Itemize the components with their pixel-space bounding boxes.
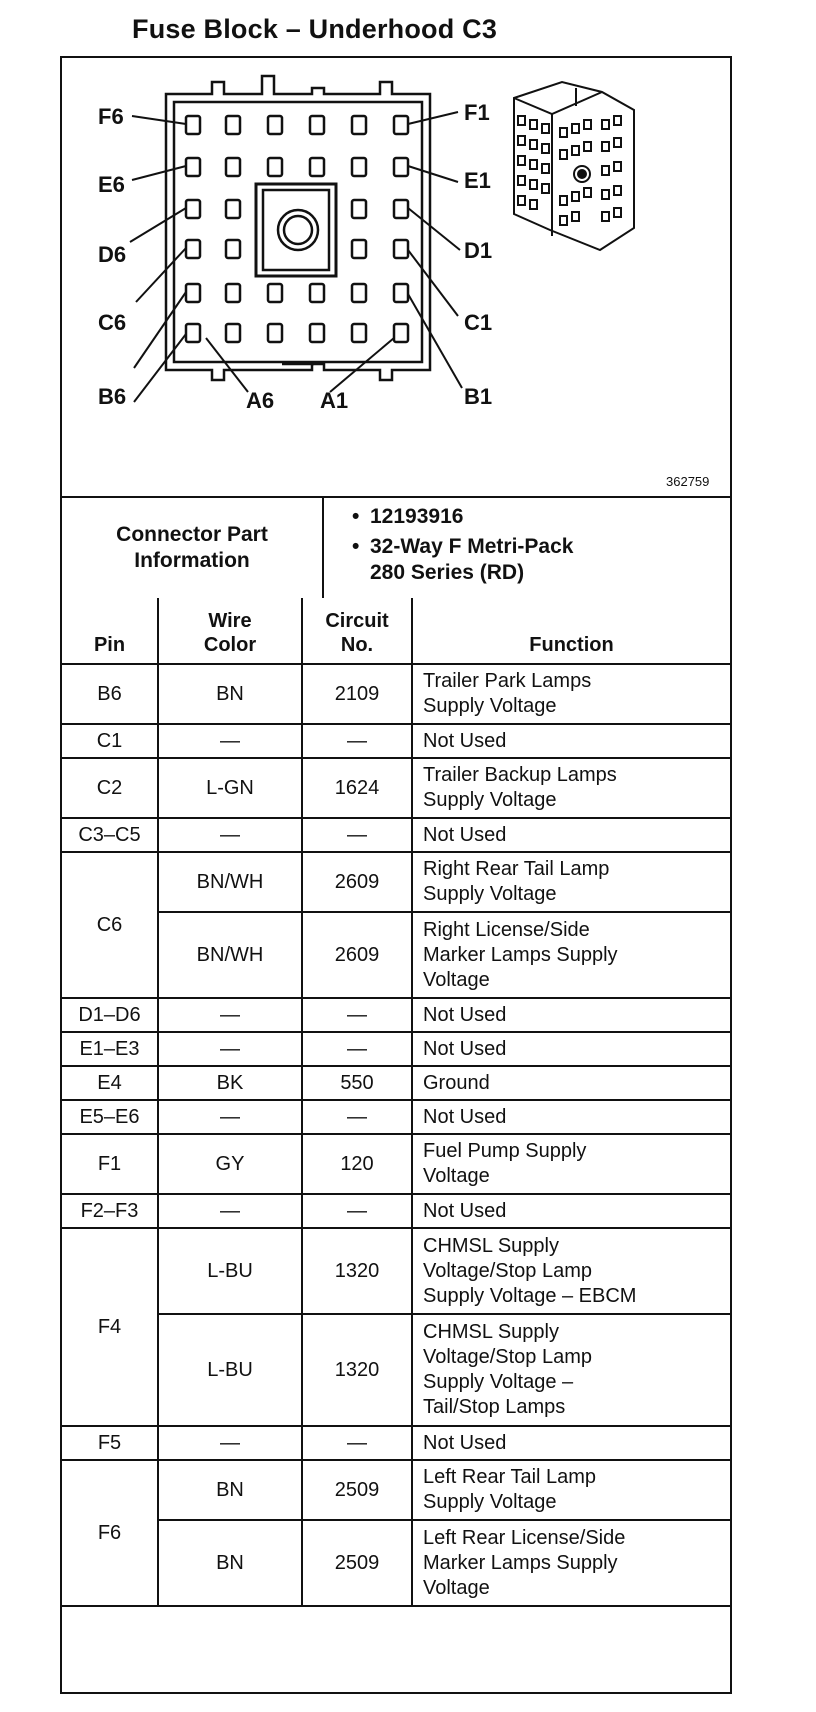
cell-circuit-no: —: [302, 818, 412, 852]
cell-pin: F5: [62, 1426, 158, 1460]
cell-circuit-no: 1320: [302, 1314, 412, 1426]
cell-circuit-no: 1624: [302, 758, 412, 818]
cell-wire-color: BN/WH: [158, 912, 302, 998]
header-circuit-no: Circuit No.: [302, 598, 412, 664]
cell-circuit-no: 2509: [302, 1460, 412, 1520]
table-row: [62, 1426, 730, 1460]
cell-wire-color: L-BU: [158, 1314, 302, 1426]
cell-wire-color: L-BU: [158, 1228, 302, 1314]
cell-pin: E1–E3: [62, 1032, 158, 1066]
cell-wire-color: BN: [158, 1520, 302, 1606]
cell-circuit-no: —: [302, 1100, 412, 1134]
cell-pin: C2: [62, 758, 158, 818]
cell-function: Not Used: [412, 1194, 730, 1228]
cell-circuit-no: 2609: [302, 852, 412, 912]
connector-part-info: [62, 498, 730, 598]
label-b6: B6: [98, 384, 127, 409]
header-pin: Pin: [62, 598, 158, 664]
table-row: [62, 1032, 730, 1066]
cell-circuit-no: —: [302, 724, 412, 758]
pin-cavities: [186, 116, 408, 342]
cell-function: Not Used: [412, 1100, 730, 1134]
cell-pin: F2–F3: [62, 1194, 158, 1228]
table-row: [62, 724, 730, 758]
cell-pin: C6: [62, 852, 158, 998]
cell-function: CHMSL Supply Voltage/Stop Lamp Supply Voltage – Tail/Stop Lamps: [412, 1314, 730, 1426]
connector-sheet: [60, 56, 732, 1694]
header-wire-color: Wire Color: [158, 598, 302, 664]
cell-function: Not Used: [412, 998, 730, 1032]
table-row: [62, 852, 730, 912]
cell-pin: D1–D6: [62, 998, 158, 1032]
table-row: [62, 998, 730, 1032]
cell-function: Ground: [412, 1066, 730, 1100]
page-title: Fuse Block – Underhood C3: [132, 14, 498, 44]
cell-function: Not Used: [412, 1426, 730, 1460]
table-row: [62, 1520, 730, 1606]
table-row: [62, 1066, 730, 1100]
cell-circuit-no: —: [302, 1426, 412, 1460]
label-a1: A1: [320, 388, 349, 413]
cell-wire-color: BN: [158, 1460, 302, 1520]
cell-circuit-no: —: [302, 1194, 412, 1228]
cell-wire-color: —: [158, 1426, 302, 1460]
cell-function: Trailer Park Lamps Supply Voltage: [412, 664, 730, 724]
cell-wire-color: BK: [158, 1066, 302, 1100]
cell-wire-color: —: [158, 1100, 302, 1134]
table-row: [62, 1100, 730, 1134]
header-function: Function: [412, 598, 730, 664]
connector-diagram: [62, 58, 730, 496]
cell-function: Not Used: [412, 1032, 730, 1066]
table-row: [62, 1228, 730, 1314]
cell-function: Right License/Side Marker Lamps Supply Voltage: [412, 912, 730, 998]
cell-pin: C3–C5: [62, 818, 158, 852]
cell-circuit-no: 2609: [302, 912, 412, 998]
label-d6: D6: [98, 242, 127, 267]
cell-function: CHMSL Supply Voltage/Stop Lamp Supply Voltage – EBCM: [412, 1228, 730, 1314]
cell-wire-color: —: [158, 998, 302, 1032]
cell-wire-color: GY: [158, 1134, 302, 1194]
cell-wire-color: —: [158, 818, 302, 852]
cell-function: Right Rear Tail Lamp Supply Voltage: [412, 852, 730, 912]
label-f6: F6: [98, 104, 124, 129]
table-header-row: [62, 598, 730, 664]
label-e6: E6: [98, 172, 125, 197]
table-row: [62, 912, 730, 998]
cell-pin: F1: [62, 1134, 158, 1194]
leader-lines: [130, 112, 462, 402]
pinout-table: [62, 598, 730, 1607]
table-row: [62, 1134, 730, 1194]
cell-circuit-no: 2109: [302, 664, 412, 724]
connector-isometric-view: [514, 82, 634, 250]
label-e1: E1: [464, 168, 491, 193]
cell-wire-color: BN/WH: [158, 852, 302, 912]
cell-pin: E4: [62, 1066, 158, 1100]
label-d1: D1: [464, 238, 493, 263]
cell-circuit-no: 2509: [302, 1520, 412, 1606]
cell-wire-color: BN: [158, 664, 302, 724]
table-row: [62, 1460, 730, 1520]
label-c1: C1: [464, 310, 493, 335]
cell-function: Trailer Backup Lamps Supply Voltage: [412, 758, 730, 818]
cell-wire-color: L-GN: [158, 758, 302, 818]
part-number: • 12193916: [352, 504, 690, 530]
cell-pin: F4: [62, 1228, 158, 1426]
cell-circuit-no: —: [302, 998, 412, 1032]
cell-function: Left Rear License/Side Marker Lamps Supply Voltage: [412, 1520, 730, 1606]
label-f1: F1: [464, 100, 490, 125]
table-row: [62, 758, 730, 818]
cell-circuit-no: 1320: [302, 1228, 412, 1314]
connector-info-heading: Connector Part Information: [62, 498, 324, 598]
cell-wire-color: —: [158, 1194, 302, 1228]
cell-function: Not Used: [412, 724, 730, 758]
cell-circuit-no: 120: [302, 1134, 412, 1194]
pinout-rows: [62, 664, 730, 1606]
cell-function: Not Used: [412, 818, 730, 852]
cell-pin: F6: [62, 1460, 158, 1606]
cell-circuit-no: 550: [302, 1066, 412, 1100]
label-b1: B1: [464, 384, 493, 409]
figure-number: 362759: [666, 474, 710, 489]
connector-face: [166, 76, 430, 380]
table-row: [62, 818, 730, 852]
cell-pin: C1: [62, 724, 158, 758]
table-row: [62, 1194, 730, 1228]
label-a6: A6: [246, 388, 275, 413]
cell-pin: B6: [62, 664, 158, 724]
table-row: [62, 664, 730, 724]
cell-function: Left Rear Tail Lamp Supply Voltage: [412, 1460, 730, 1520]
cell-wire-color: —: [158, 1032, 302, 1066]
cell-wire-color: —: [158, 724, 302, 758]
connector-info-list: [352, 504, 690, 590]
cell-circuit-no: —: [302, 1032, 412, 1066]
cell-pin: E5–E6: [62, 1100, 158, 1134]
table-row: [62, 1314, 730, 1426]
label-c6: C6: [98, 310, 127, 335]
part-description: • 32-Way F Metri-Pack 280 Series (RD): [352, 534, 690, 586]
cell-function: Fuel Pump Supply Voltage: [412, 1134, 730, 1194]
